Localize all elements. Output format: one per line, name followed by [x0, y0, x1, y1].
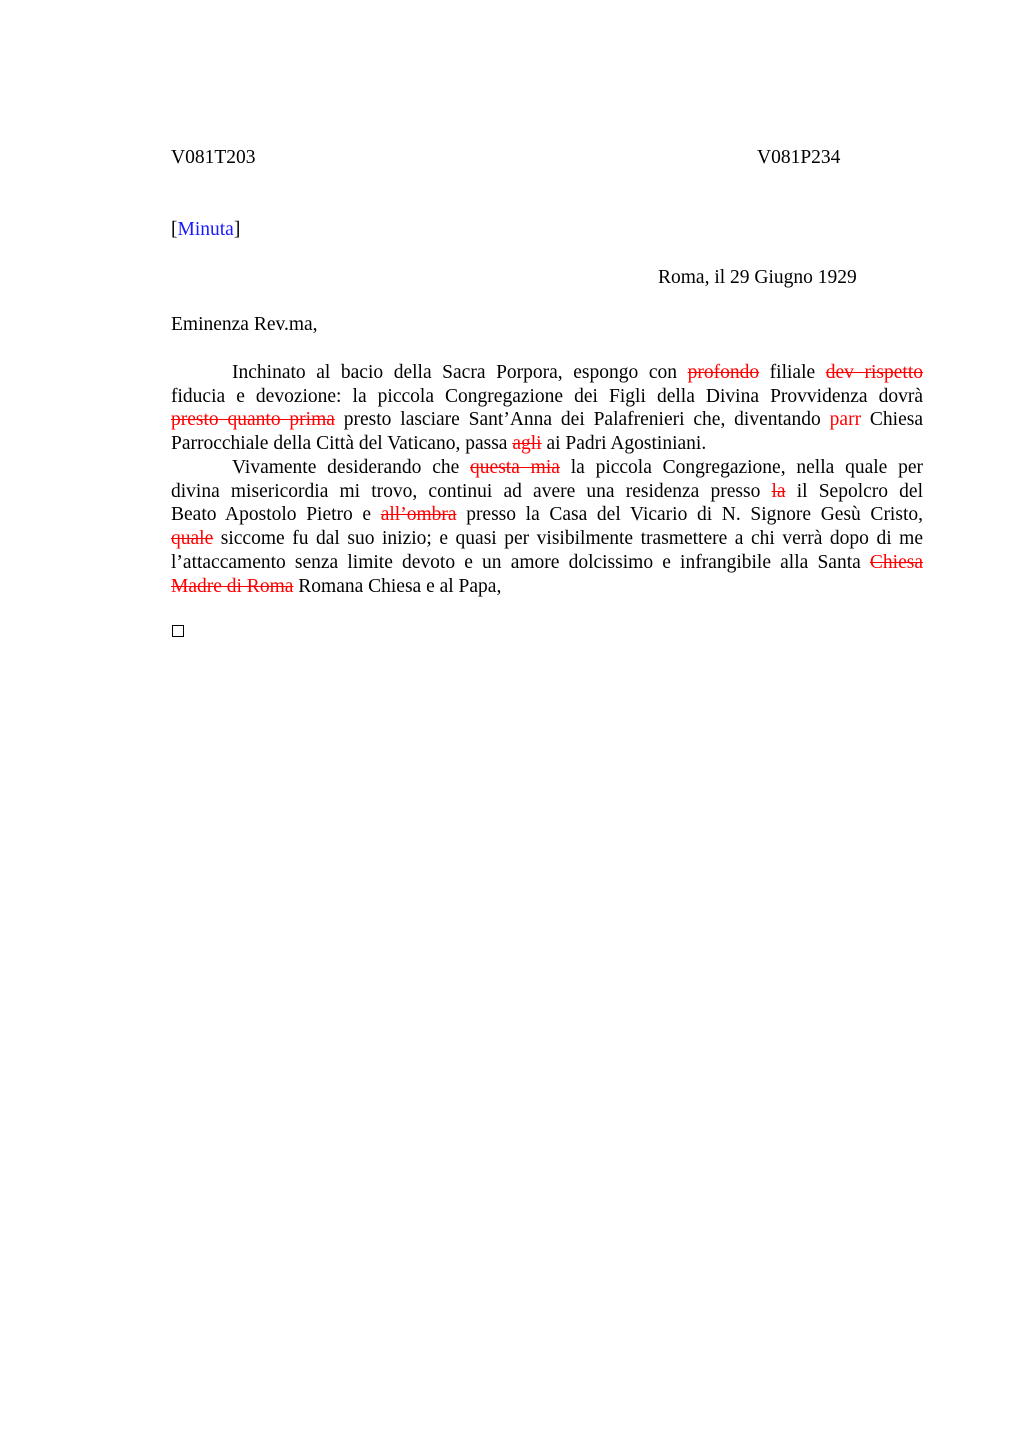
- deleted-text: questa mia: [470, 457, 560, 478]
- note-open-bracket: [: [171, 219, 178, 240]
- deleted-text: dev rispetto: [825, 362, 923, 383]
- paragraph-1-line-4: Parrocchiale della Città del Vaticano, passa agli ai Padri Agostiniani.: [171, 433, 707, 454]
- paragraph-2-line-4: quale siccome fu dal suo inizio; e quasi per visibilmente trasmettere a chi verrà dopo di me: [171, 528, 923, 549]
- date-line: Roma, il 29 Giugno 1929: [658, 267, 857, 288]
- deleted-text: all’ombra: [380, 504, 457, 525]
- deleted-text: agli: [512, 433, 542, 454]
- document-code-left: V081T203: [171, 147, 256, 168]
- paragraph-2-line-3: Beato Apostolo Pietro e all’ombra presso la Casa del Vicario di N. Signore Gesù Cristo,: [171, 504, 923, 525]
- deleted-text: Chiesa: [869, 552, 923, 573]
- note-close-bracket: ]: [233, 219, 241, 240]
- note-label: Minuta: [177, 219, 234, 240]
- deleted-text: quale: [171, 528, 214, 549]
- paragraph-2-line-5: l’attaccamento senza limite devoto e un amore dolcissimo e infrangibile alla Santa Chiesa: [171, 552, 923, 573]
- paragraph-2-line-1: Vivamente desiderando che questa mia la piccola Congregazione, nella quale per: [232, 457, 923, 478]
- deleted-text: Madre di Roma: [171, 576, 294, 597]
- paragraph-2-line-6: Madre di Roma Romana Chiesa e al Papa,: [171, 576, 502, 597]
- paragraph-1-line-3: presto quanto prima presto lasciare Sant’Anna dei Palafrenieri che, diventando parr Chiesa: [171, 409, 924, 430]
- draft-note: [171, 218, 240, 242]
- deleted-text: la: [771, 481, 786, 502]
- paragraph-1-line-2: fiducia e devozione: la piccola Congregazione dei Figli della Divina Provvidenza dovrà: [171, 386, 923, 407]
- deleted-text: presto quanto prima: [171, 409, 335, 430]
- document-code-right: V081P234: [757, 147, 841, 168]
- paragraph-1-line-1: Inchinato al bacio della Sacra Porpora, espongo con profondo filiale dev rispetto: [232, 362, 923, 383]
- deleted-text: profondo: [687, 362, 760, 383]
- empty-square-icon: [172, 625, 184, 637]
- salutation: Eminenza Rev.ma,: [171, 314, 318, 335]
- correction-text: parr: [829, 409, 862, 430]
- paragraph-2-line-2: divina misericordia mi trovo, continui ad avere una residenza presso la il Sepolcro del: [171, 481, 923, 502]
